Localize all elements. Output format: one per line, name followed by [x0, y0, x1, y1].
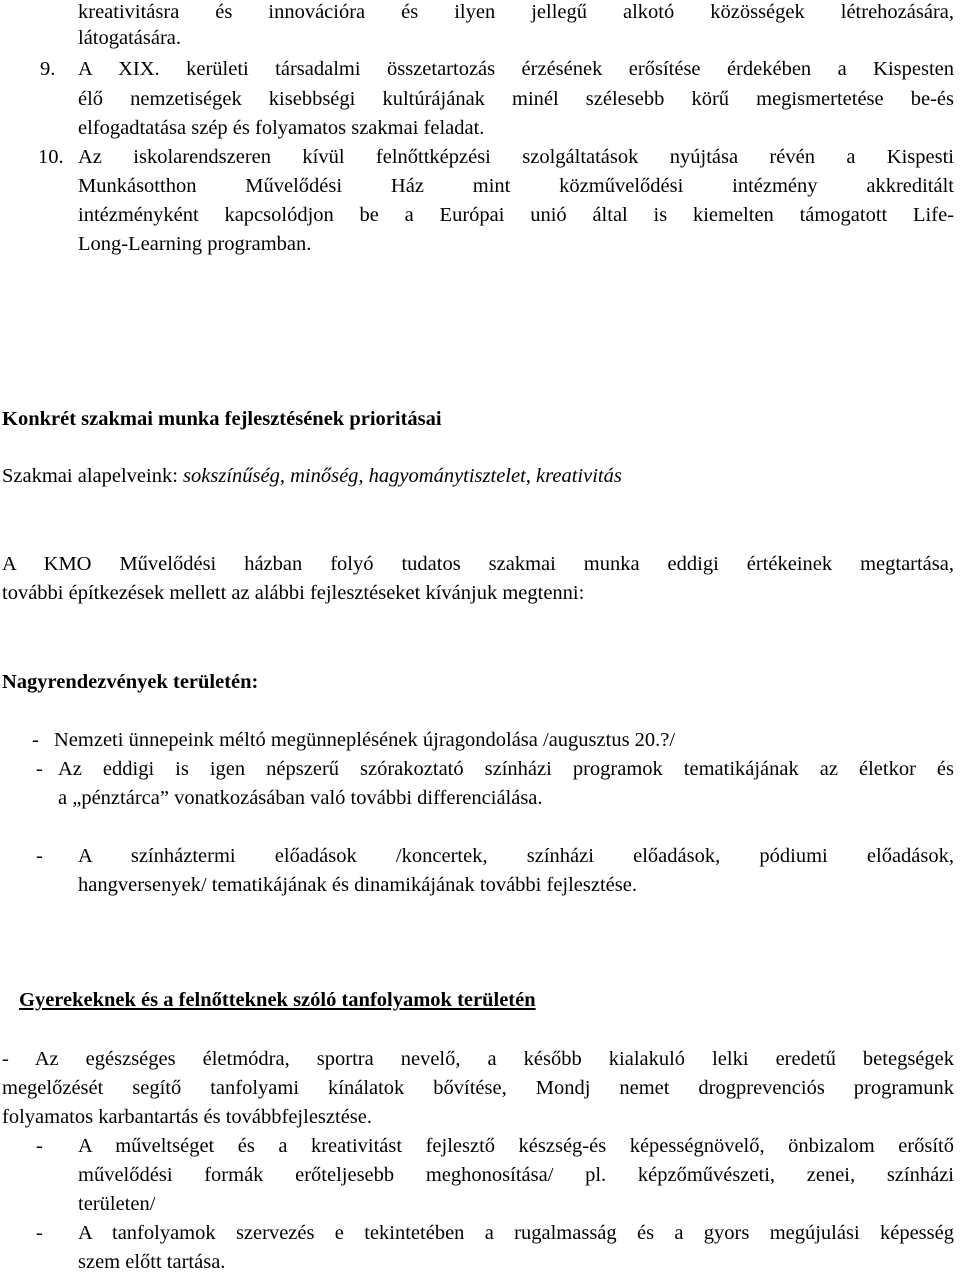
paragraph-line: A XIX. kerületi társadalmi összetartozás érzésének erősítése érdekében a Kispesten — [78, 58, 954, 80]
paragraph-line: folyamatos karbantartás és továbbfejlesztése. — [2, 1106, 372, 1128]
list-dash: - — [36, 758, 43, 780]
paragraph-line: élő nemzetiségek kisebbségi kultúrájának minél szélesebb körű megismertetése be-és — [78, 88, 954, 110]
section-heading: Gyerekeknek és a felnőtteknek szóló tanfolyamok területén — [19, 989, 536, 1011]
paragraph-line: A KMO Művelődési házban folyó tudatos szakmai munka eddigi értékeinek megtartása, — [2, 553, 954, 575]
list-item-line: a „pénztárca” vonatkozásában való további differenciálása. — [58, 787, 543, 809]
paragraph-line: - Az egészséges életmódra, sportra nevelő, a később kialakuló lelki eredetű betegségek — [2, 1048, 954, 1070]
list-item-line: A műveltséget és a kreativitást fejlesztő készség-és képességnövelő, önbizalom erősítő — [78, 1135, 954, 1157]
list-number: 9. — [40, 58, 56, 80]
paragraph-line: további építkezések mellett az alábbi fejlesztéseket kívánjuk megtenni: — [2, 582, 585, 604]
paragraph-line: Az iskolarendszeren kívül felnőttképzési szolgáltatások nyújtása révén a Kispesti — [78, 146, 954, 168]
list-dash: - — [36, 845, 43, 867]
list-item-line: Az eddigi is igen népszerű szórakoztató színházi programok tematikájának az életkor és — [58, 758, 954, 780]
section-heading: Konkrét szakmai munka fejlesztésének prioritásai — [2, 408, 442, 430]
list-dash: - — [36, 1222, 43, 1244]
list-item-line: szem előtt tartása. — [78, 1251, 226, 1273]
list-item-line: A tanfolyamok szervezés e tekintetében a rugalmasság és a gyors megújulási képesség — [78, 1222, 954, 1244]
list-item-line: Nemzeti ünnepeink méltó megünneplésének újragondolása /augusztus 20.?/ — [54, 729, 676, 751]
list-item-line: hangversenyek/ tematikájának és dinamikájának további fejlesztése. — [78, 874, 637, 896]
principles-line — [2, 463, 622, 489]
paragraph-line: kreativitásra és innovációra és ilyen jellegű alkotó közösségek létrehozására, — [78, 1, 954, 23]
paragraph-line: megelőzését segítő tanfolyami kínálatok bővítése, Mondj nemet drogprevenciós programunk — [2, 1077, 954, 1099]
principles-values: sokszínűség, minőség, hagyománytisztelet, kreativitás — [183, 465, 622, 487]
paragraph-line: látogatására. — [78, 27, 182, 49]
list-dash: - — [32, 729, 39, 751]
list-item-line: művelődési formák erőteljesebb meghonosítása/ pl. képzőművészeti, zenei, színházi — [78, 1164, 954, 1186]
principles-label: Szakmai alapelveink: — [2, 465, 184, 487]
list-number: 10. — [38, 146, 64, 168]
paragraph-line: intézményként kapcsolódjon be a Európai unió által is kiemelten támogatott Life- — [78, 204, 954, 226]
list-dash: - — [36, 1135, 43, 1157]
list-item-line: A színháztermi előadások /koncertek, színházi előadások, pódiumi előadások, — [78, 845, 954, 867]
paragraph-line: Long-Learning programban. — [78, 233, 312, 255]
paragraph-line: Munkásotthon Művelődési Ház mint közművelődési intézmény akkreditált — [78, 175, 954, 197]
list-item-line: területen/ — [78, 1193, 156, 1215]
paragraph-line: elfogadtatása szép és folyamatos szakmai feladat. — [78, 117, 485, 139]
section-heading: Nagyrendezvények területén: — [2, 671, 259, 693]
